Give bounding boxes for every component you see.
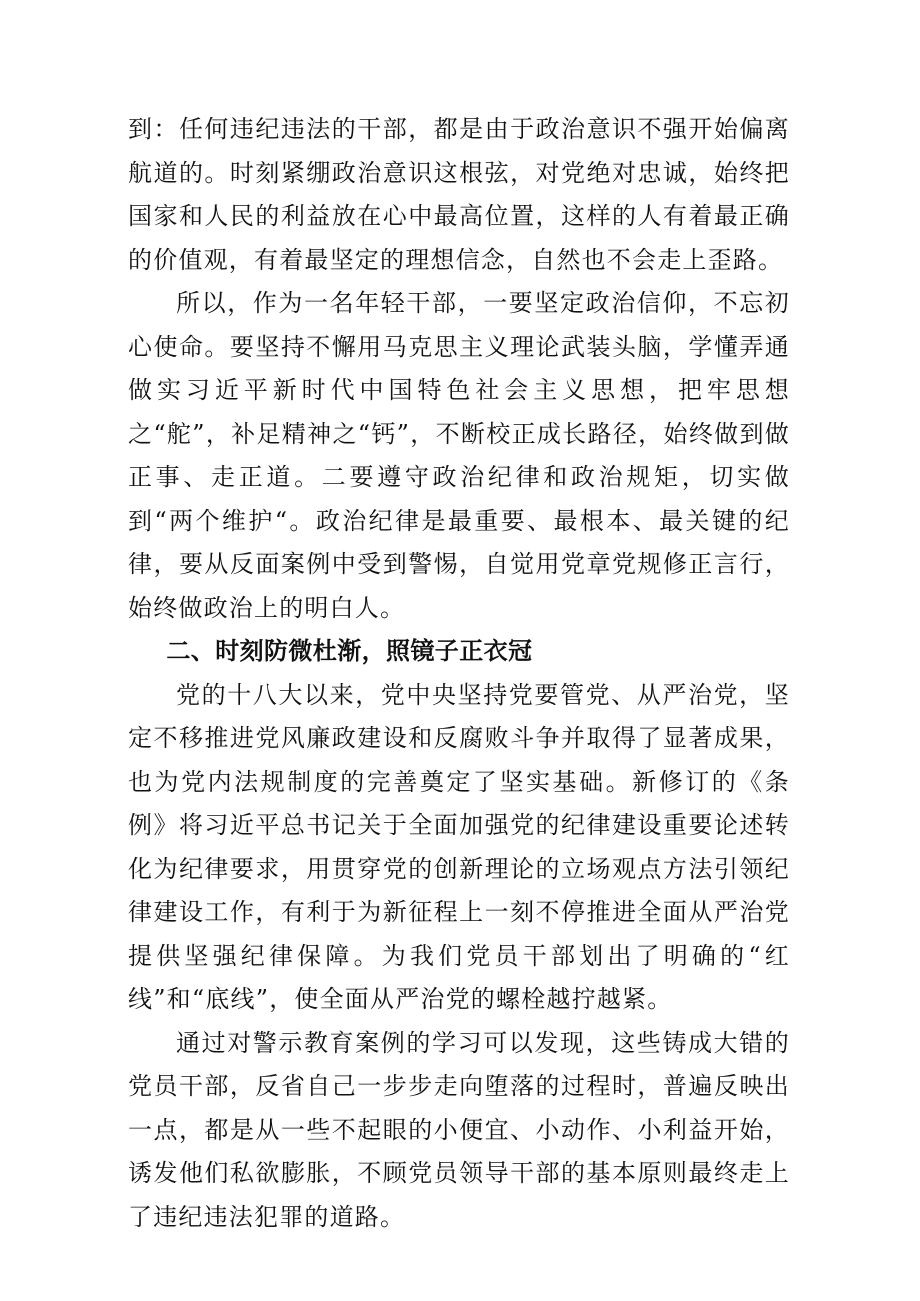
section-heading: 二、时刻防微杜渐，照镜子正衣冠 <box>166 637 533 665</box>
paragraph-party-discipline: 党的十八大以来，党中央坚持党要管党、从严治党，坚定不移推进党风廉政建设和反腐败斗争并取得了显著成果，也为党内法规制度的完善奠定了坚实基础。新修订的《条例》将习近平总书记关于全面加强党的纪律建设重要论述转化为纪律要求，用贯穿党的创新理论的立场观点方法引领纪律建设工作，有利于为新征程上一刻不停推进全面从严治党提供坚强纪律保障。为我们党员干部划出了明确的“红线”和“底线”，使全面从严治党的螺栓越拧越紧。 <box>128 680 790 1013</box>
paragraph-young-cadre: 所以，作为一名年轻干部，一要坚定政治信仰，不忘初心使命。要坚持不懈用马克思主义理论武装头脑，学懂弄通做实习近平新时代中国特色社会主义思想，把牢思想之“舵”，补足精神之“钙”，不断校正成长路径，始终做到做正事、走正道。二要遵守政治纪律和政治规矩，切实做到“两个维护“。政治纪律是最重要、最根本、最关键的纪律，要从反面案例中受到警惕，自觉用党章党规修正言行，始终做政治上的明白人。 <box>128 289 790 622</box>
paragraph-warning-cases: 通过对警示教育案例的学习可以发现，这些铸成大错的党员干部，反省自己一步步走向堕落的过程时，普遍反映出一点，都是从一些不起眼的小便宜、小动作、小利益开始，诱发他们私欲膨胀，不顾党员领导干部的基本原则最终走上了违纪违法犯罪的道路。 <box>128 1028 790 1231</box>
document-body <box>128 108 790 1239</box>
paragraph-continuation: 到：任何违纪违法的干部，都是由于政治意识不强开始偏离航道的。时刻紧绷政治意识这根弦，对党绝对忠诚，始终把国家和人民的利益放在心中最高位置，这样的人有着最正确的价值观，有着最坚定的理想信念，自然也不会走上歪路。 <box>128 115 790 274</box>
